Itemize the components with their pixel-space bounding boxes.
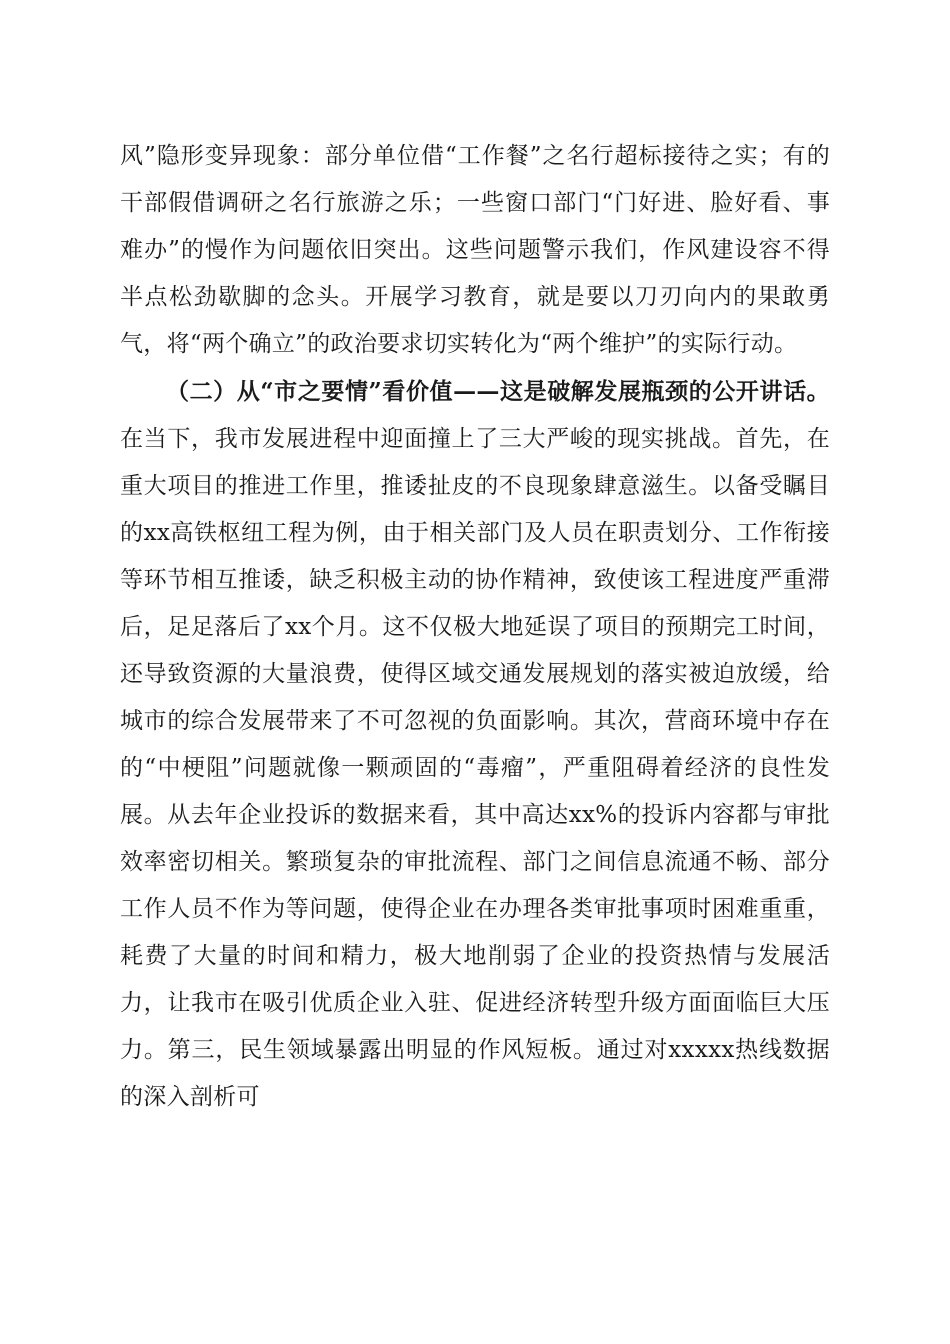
document-body — [120, 133, 830, 1121]
paragraph-2 — [120, 368, 830, 1121]
paragraph-2-body: 在当下，我市发展进程中迎面撞上了三大严峻的现实挑战。首先，在重大项目的推进工作里，推诿扯皮的不良现象肆意滋生。以备受瞩目的xx高铁枢纽工程为例，由于相关部门及人员在职责划分、工作衔接等环节相互推诿，缺乏积极主动的协作精神，致使该工程进度严重滞后，足足落后了xx个月。这不仅极大地延误了项目的预期完工时间，还导致资源的大量浪费，使得区域交通发展规划的落实被迫放缓，给城市的综合发展带来了不可忽视的负面影响。其次，营商环境中存在的“中梗阻”问题就像一颗顽固的“毒瘤”，严重阻碍着经济的良性发展。从去年企业投诉的数据来看，其中高达xx%的投诉内容都与审批效率密切相关。繁琐复杂的审批流程、部门之间信息流通不畅、部分工作人员不作为等问题，使得企业在办理各类审批事项时困难重重，耗费了大量的时间和精力，极大地削弱了企业的投资热情与发展活力，让我市在吸引优质企业入驻、促进经济转型升级方面面临巨大压力。第三，民生领域暴露出明显的作风短板。通过对xxxxx热线数据的深入剖析可 — [120, 426, 830, 1110]
paragraph-1: 风”隐形变异现象：部分单位借“工作餐”之名行超标接待之实；有的干部假借调研之名行旅游之乐；一些窗口部门“门好进、脸好看、事难办”的慢作为问题依旧突出。这些问题警示我们，作风建设容不得半点松劲歇脚的念头。开展学习教育，就是要以刀刃向内的果敢勇气，将“两个确立”的政治要求切实转化为“两个维护”的实际行动。 — [120, 143, 830, 357]
section-heading: （二）从“市之要情”看价值——这是破解发展瓶颈的公开讲话。 — [166, 378, 830, 405]
